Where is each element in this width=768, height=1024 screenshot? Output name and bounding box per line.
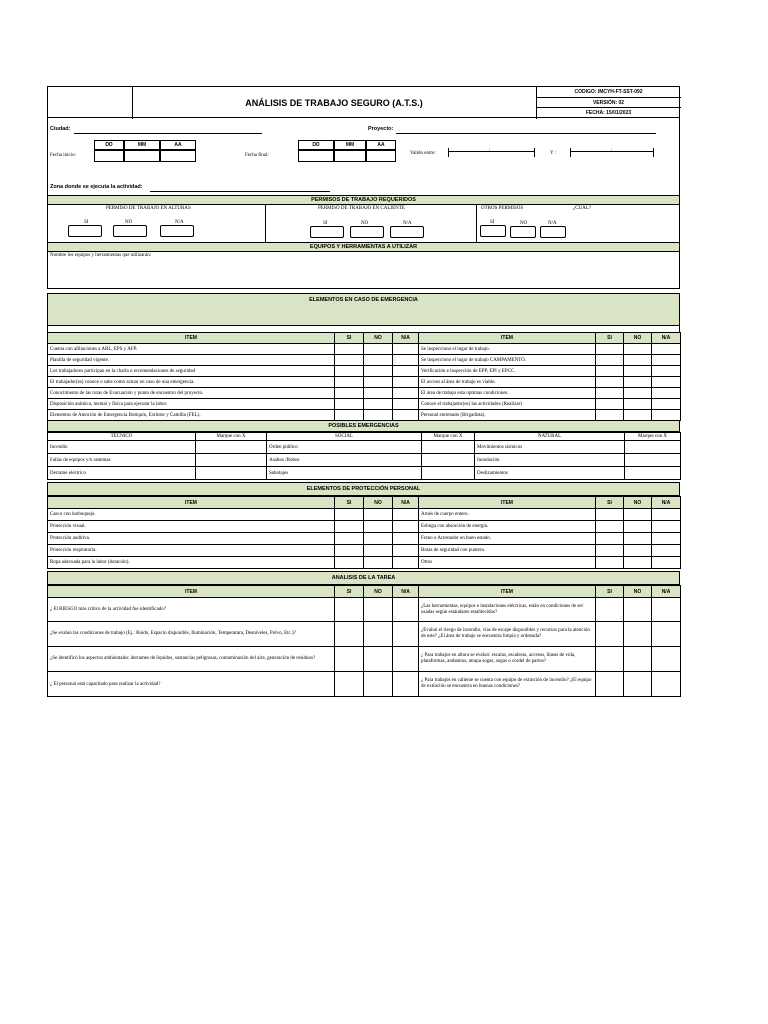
equipos-block[interactable] <box>47 252 680 289</box>
cual-label: ¿CUÁL? <box>573 206 592 211</box>
table-row: Ropa adecuada para la labor (dotación). Otros <box>48 557 681 569</box>
fecha: FECHA: 15/01/2023 <box>585 110 632 117</box>
tarea-table <box>47 585 681 697</box>
proteccion-table <box>47 496 681 569</box>
inicio-dd-field[interactable] <box>94 150 124 162</box>
form-header <box>47 86 680 118</box>
zona-label: Zona donde se ejecuta la actividad: <box>50 184 143 190</box>
permisos-band: PERMISOS DE TRABAJO REQUERIDOS <box>47 196 680 205</box>
form-title: ANÁLISIS DE TRABAJO SEGURO (A.T.S.) <box>132 87 537 119</box>
table-row: Protección visual. Eslinga con absorción de energía. <box>48 521 681 533</box>
posibles-table <box>47 432 681 480</box>
inicio-dd-label: DD <box>94 140 124 150</box>
valido-entre-label: Valido entre: <box>410 151 436 156</box>
otros-na-checkbox[interactable] <box>540 226 566 238</box>
table-row: El trabajador(es) conoce o sabe como actuar en caso de una emergencia. El acceso al área de trabajo es viable. <box>48 377 681 388</box>
permiso-alturas-label: PERMISO DE TRABAJO EN ALTURAS <box>106 206 191 211</box>
otros-si-checkbox[interactable] <box>480 225 506 237</box>
ciudad-field[interactable] <box>74 133 262 134</box>
table-row: ¿ El RIESGO más crítico de la actividad fue identificado? ¿Las herramientas, equipos e instalaciones eléctricas, están en condiciones de ser usadas según estándares establecidos? <box>48 598 681 622</box>
posibles-band: POSIBLES EMERGENCIAS <box>47 421 680 432</box>
table-row: Disposición anímica, mental y física para ejecutar la labor. Conoce el trabajador(es) las actividades (Realizar) <box>48 399 681 410</box>
alturas-na-checkbox[interactable] <box>160 225 194 237</box>
fecha-inicio-label: Fecha inicio: <box>50 153 76 158</box>
fecha-final-label: Fecha final: <box>245 153 269 158</box>
alturas-si-checkbox[interactable] <box>68 225 102 237</box>
final-mm-label: MM <box>334 140 366 150</box>
info-block <box>47 118 680 196</box>
tarea-band: ANALISIS DE LA TAREA <box>47 571 680 585</box>
final-dd-label: DD <box>298 140 334 150</box>
table-row: Los trabajadores participan en la charla o recomendaciones de seguridad Verificación e inspección de EPP, EPI y EPCC. <box>48 366 681 377</box>
final-aa-field[interactable] <box>366 150 396 162</box>
permisos-block: PERMISO DE TRABAJO EN ALTURAS PERMISO DE TRABAJO EN CALIENTE OTROS PERMISOS ¿CUÁL? SI NO N/A SI NO N/A SI NO N/A <box>47 205 680 243</box>
alturas-no-checkbox[interactable] <box>113 225 147 237</box>
emergencia-table <box>47 332 681 421</box>
equipos-band: EQUIPOS Y HERRAMIENTAS A UTILIZAR <box>47 243 680 252</box>
ats-form <box>47 86 680 697</box>
table-row: Casco con barbuquejo. Arnés de cuerpo entero. <box>48 509 681 521</box>
proteccion-band: ELEMENTOS DE PROTECCIÓN PERSONAL <box>47 482 680 496</box>
table-row: ¿Se evaluó las condiciones de trabajo (Ej.: Ruido, Espacio disponible, Iluminación, Temperatura, Desniveles, Polvo, Etc.)? ¿Evaluó el riesgo de incendio, vías de escape disponibles y recursos para la atención de este? ¿El área de trabajo se encuentra limpia y ordenada? <box>48 622 681 647</box>
final-dd-field[interactable] <box>298 150 334 162</box>
proyecto-field[interactable] <box>396 133 656 134</box>
table-row: Conocimiento de las rutas de Evacuación y punto de encuentro del proyecto. El área de trabajo esta optimas condiciones. <box>48 388 681 399</box>
caliente-na-checkbox[interactable] <box>390 226 424 238</box>
table-row: Planilla de seguridad vigente. Se inspecciono el lugar de trabajo CAMPAMENTO. <box>48 355 681 366</box>
codigo: CODIGO: IMCYH-FT-SST-092 <box>536 87 681 98</box>
otros-permisos-label: OTROS PERMISOS <box>481 206 524 211</box>
table-row: Protección auditiva. Freno o Arrestador en buen estado. <box>48 533 681 545</box>
table-row: Protección respiratoria. Botas de seguridad con puntera. <box>48 545 681 557</box>
document-codes <box>536 87 681 119</box>
final-aa-label: AA <box>366 140 396 150</box>
proteccion-header-row: ITEM SI NO N/A ITEM SI NO N/A <box>48 497 681 509</box>
table-row: Fallas de equipos y/o sistemas Asaltos /Robos Inundación <box>48 454 681 467</box>
inicio-aa-field[interactable] <box>160 150 196 162</box>
equipos-label: Nombre los equipos y herramientas que utilizarán: <box>50 253 152 258</box>
table-row: Incendio Orden público Movimientos sísmicos <box>48 441 681 454</box>
inicio-mm-label: MM <box>124 140 160 150</box>
table-row: Elementos de Atención de Emergencia Botiquín, Extintor y Camilla (FEL). Personal entrenado (Brigadista). <box>48 410 681 421</box>
logo-area <box>48 87 133 119</box>
version: VERSIÓN: 02 <box>536 98 681 109</box>
zona-field[interactable] <box>150 191 330 192</box>
posibles-header-row: TÉCNICO Marque con X SOCIAL Marque con X NATURAL Marque con X <box>48 433 681 441</box>
proyecto-label: Proyecto: <box>368 126 394 132</box>
ciudad-label: Ciudad: <box>50 126 71 132</box>
table-row: Cuenta con afiliaciones a ARL, EPS y AFP. Se inspecciono el lugar de trabajo. <box>48 344 681 355</box>
valido-hasta-field[interactable]: : <box>570 148 654 157</box>
otros-no-checkbox[interactable] <box>510 226 536 238</box>
valido-desde-field[interactable]: : <box>448 148 535 157</box>
caliente-si-checkbox[interactable] <box>310 226 344 238</box>
final-mm-field[interactable] <box>334 150 366 162</box>
caliente-no-checkbox[interactable] <box>350 226 384 238</box>
table-row: ¿ El personal está capacitado para realizar la actividad? ¿ Para trabajos en caliente se cuenta con equipo de extinción de incendio? ¿El equipo de extinción se encuentra en buenas condiciones? <box>48 672 681 697</box>
emergencia-header-row: ITEM SI NO N/A ITEM SI NO N/A <box>48 333 681 344</box>
y-label: Y : <box>550 151 557 156</box>
table-row: Derrame eléctrico Sabotajes Deslizamientos <box>48 467 681 480</box>
table-row: ¿Se identificó los aspectos ambientales: derrames de líquidos, sustancias peligrosas, contaminación del aire, generación de residuos? ¿ Para trabajos en altura se evaluó: escalas, escaleras, accesos, líneas de vida, plataformas, andamios, atrapa sogas, sogas o cordel de partos? <box>48 647 681 672</box>
emergencia-band: ELEMENTOS EN CASO DE EMERGENCIA <box>47 293 680 326</box>
inicio-aa-label: AA <box>160 140 196 150</box>
inicio-mm-field[interactable] <box>124 150 160 162</box>
permiso-caliente-label: PERMISO DE TRABAJO EN CALIENTE <box>318 206 405 211</box>
tarea-header-row: ITEM SI NO N/A ITEM SI NO N/A <box>48 586 681 598</box>
